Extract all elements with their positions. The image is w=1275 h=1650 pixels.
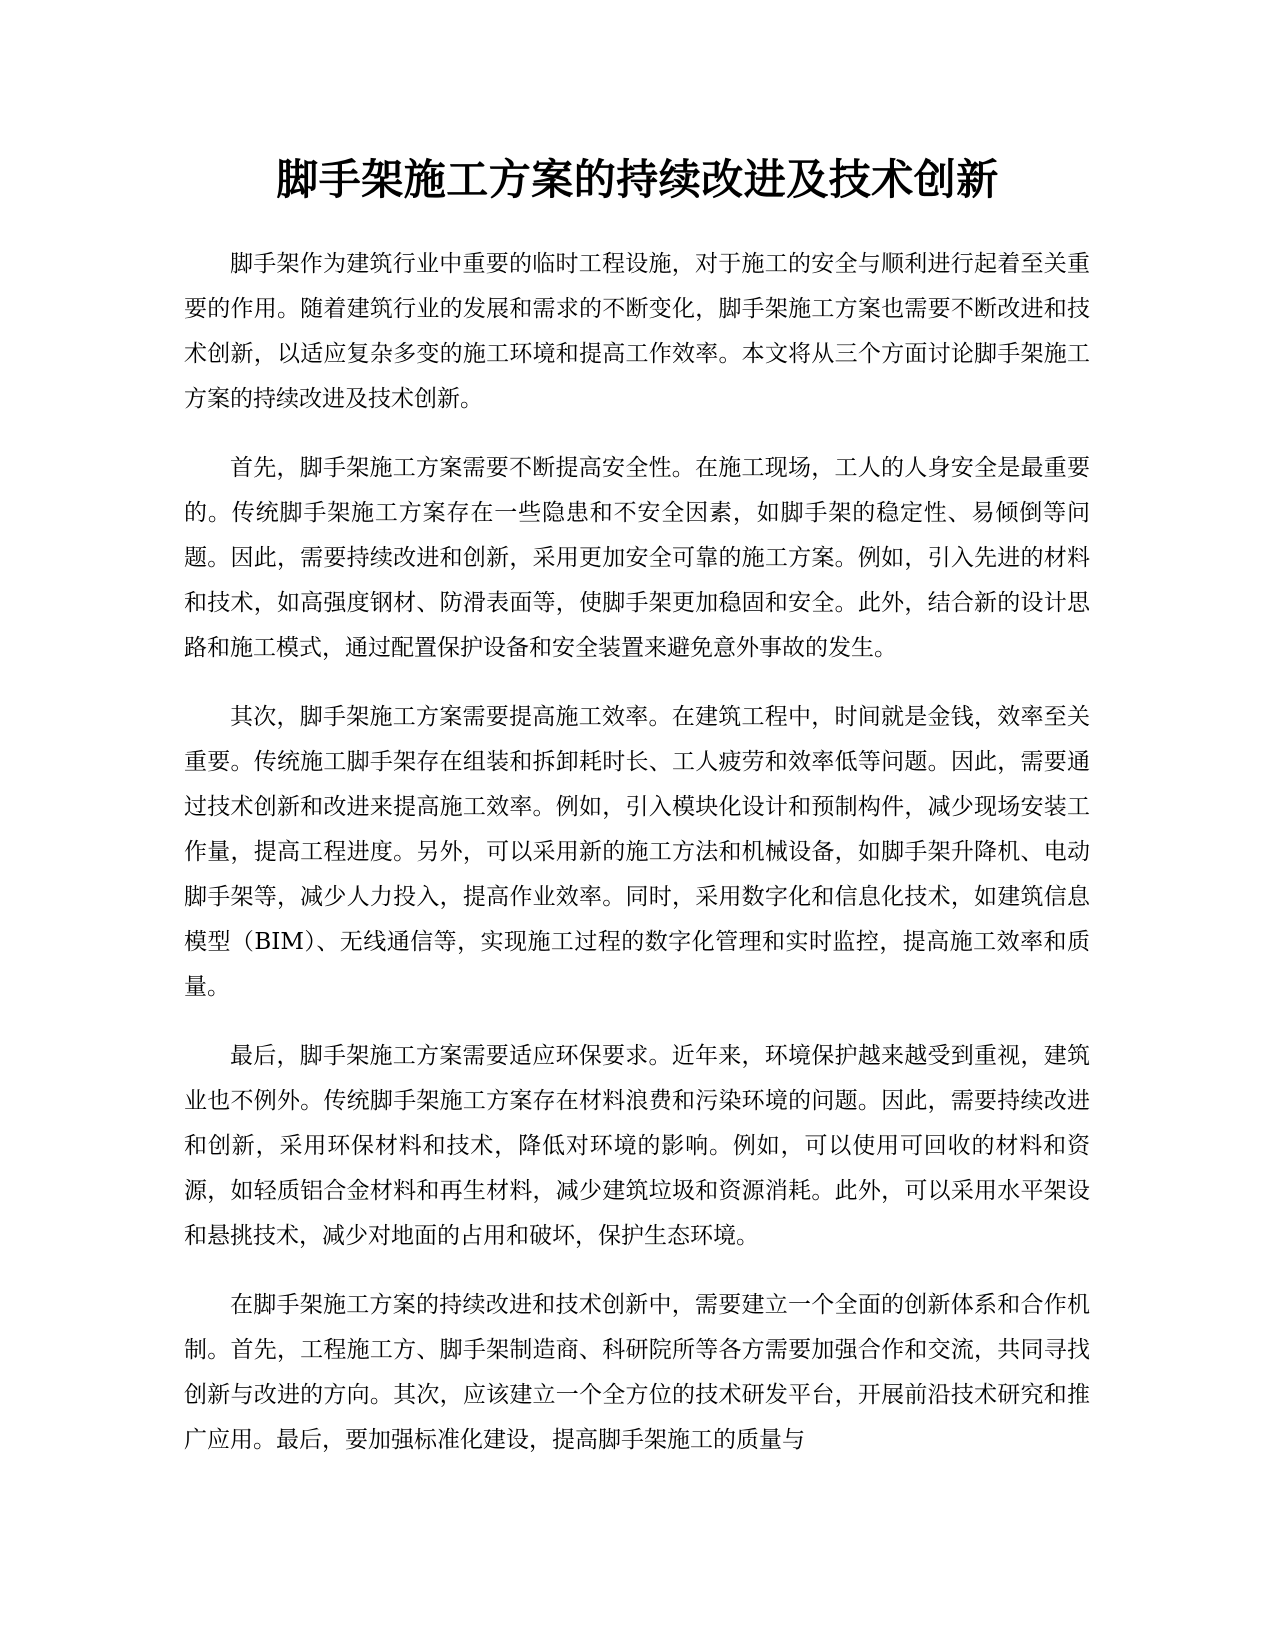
paragraph-efficiency: 其次，脚手架施工方案需要提高施工效率。在建筑工程中，时间就是金钱，效率至关重要。传统施工脚手架存在组装和拆卸耗时长、工人疲劳和效率低等问题。因此，需要通过技术创新和改进来提高施工效率。例如，引入模块化设计和预制构件，减少现场安装工作量，提高工程进度。另外，可以采用新的施工方法和机械设备，如脚手架升降机、电动脚手架等，减少人力投入，提高作业效率。同时，采用数字化和信息化技术，如建筑信息模型（BIM）、无线通信等，实现施工过程的数字化管理和实时监控，提高施工效率和质量。 bbox=[184, 704, 1090, 1000]
document-body bbox=[184, 242, 1090, 1487]
paragraph-safety: 首先，脚手架施工方案需要不断提高安全性。在施工现场，工人的人身安全是最重要的。传统脚手架施工方案存在一些隐患和不安全因素，如脚手架的稳定性、易倾倒等问题。因此，需要持续改进和创新，采用更加安全可靠的施工方案。例如，引入先进的材料和技术，如高强度钢材、防滑表面等，使脚手架更加稳固和安全。此外，结合新的设计思路和施工模式，通过配置保护设备和安全装置来避免意外事故的发生。 bbox=[184, 455, 1090, 661]
paragraph-environment: 最后，脚手架施工方案需要适应环保要求。近年来，环境保护越来越受到重视，建筑业也不例外。传统脚手架施工方案存在材料浪费和污染环境的问题。因此，需要持续改进和创新，采用环保材料和技术，降低对环境的影响。例如，可以使用可回收的材料和资源，如轻质铝合金材料和再生材料，减少建筑垃圾和资源消耗。此外，可以采用水平架设和悬挑技术，减少对地面的占用和破坏，保护生态环境。 bbox=[184, 1043, 1090, 1249]
paragraph-intro: 脚手架作为建筑行业中重要的临时工程设施，对于施工的安全与顺利进行起着至关重要的作用。随着建筑行业的发展和需求的不断变化，脚手架施工方案也需要不断改进和技术创新，以适应复杂多变的施工环境和提高工作效率。本文将从三个方面讨论脚手架施工方案的持续改进及技术创新。 bbox=[184, 251, 1090, 412]
page-title: 脚手架施工方案的持续改进及技术创新 bbox=[276, 155, 999, 204]
paragraph-cooperation: 在脚手架施工方案的持续改进和技术创新中，需要建立一个全面的创新体系和合作机制。首先，工程施工方、脚手架制造商、科研院所等各方需要加强合作和交流，共同寻找创新与改进的方向。其次，应该建立一个全方位的技术研发平台，开展前沿技术研究和推广应用。最后，要加强标准化建设，提高脚手架施工的质量与 bbox=[184, 1292, 1090, 1453]
